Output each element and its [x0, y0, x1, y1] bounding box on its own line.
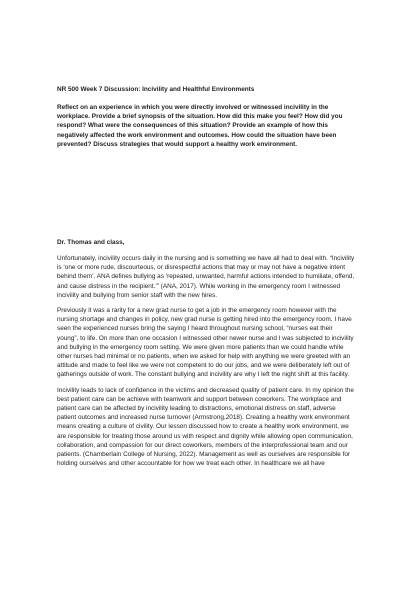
response-body [57, 254, 355, 474]
paragraph: Incivility leads to lack of confidence in the victims and decreased quality of patient care. In my opinion the best patient care can be achieve with teamwork and support between coworkers. The workplace and patient care can be affected by incivility leading to distractions, emotional distress on staff, adverse patient outcomes and increased nurse turnover (Armstrong,2018). Creating a healthy work environment means creating a culture of civility. Our lesson discussed how to create a healthy work environment, we are responsible for treating those around us with respect and dignity while allowing open communication, collaboration, and compassion for our direct coworkers, members of the interprofessional team and our patients. (Chamberlain College of Nursing, 2022). Management as well as ourselves are responsible for holding ourselves and other accountable for how we treat each other. In healthcare we all have [57, 386, 354, 468]
greeting: Dr. Thomas and class, [57, 239, 125, 246]
paragraph: Previously it was a rarity for a new grad nurse to get a job in the emergency room however with the nursing shortage and changes in policy, new grad nurse is getting hired into the emergency room. I have seen the experienced nurses bring the saying I heard throughout nursing school, “nurses eat their young”, to life. On more than one occasion I witnessed other newer nurse and I was subjected to incivility and bullying in the emergency room setting. We were given more patients than we could handle while other nurses had minimal or no patients, when we asked for help with anything we were greeted with an attitude and made to feel like we were not competent to do our jobs, and we were deliberately left out of gatherings outside of work. The constant bullying and incivility are why I left the night shift at this facility. [57, 307, 354, 379]
discussion-prompt: Reflect on an experience in which you were directly involved or witnessed incivility in the workplace. Provide a brief synopsis of the situation. How did this make you feel? How did you respond? What were the consequences of this situation? Provide an example of how this negatively affected the work environment and outcomes. How could the situation have been prevented? Discuss strategies that would support a healthy work environment. [57, 104, 343, 148]
paragraph: Unfortunately, incivility occurs daily in the nursing and is something we have all had to deal with. “Incivility is ‘one or more rude, discourteous, or disrespectful actions that may or may not have a negative intent behind them’. ANA defines bullying as ‘repeated, unwanted, harmful actions intended to humiliate, offend, and cause distress in the recipient.’” (ANA, 2017). While working in the emergency room I witnessed incivility and bullying from senior staff with the new hires. [57, 255, 355, 299]
document-title: NR 500 Week 7 Discussion: Incivility and Healthful Environments [57, 86, 255, 93]
